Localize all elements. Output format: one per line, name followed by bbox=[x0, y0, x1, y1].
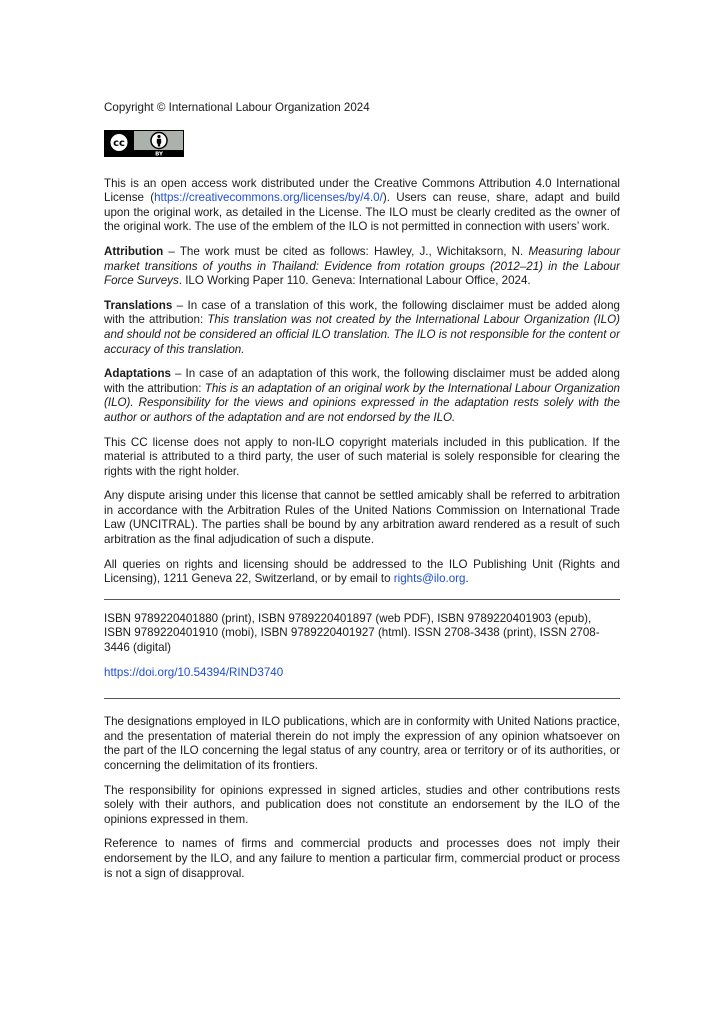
doi-link[interactable]: https://doi.org/10.54394/RIND3740 bbox=[104, 665, 284, 679]
person-icon bbox=[151, 132, 167, 148]
copyright-page-content bbox=[104, 101, 620, 891]
attribution-heading: Attribution bbox=[104, 244, 164, 258]
attribution-paragraph: Attribution – The work must be cited as follows: Hawley, J., Wichitaksorn, N. Measuring labour market transitions of youths in Thailand: Evidence from rotation groups (2012–21) in the Labour Force Surveys. ILO Working Paper 110. Geneva: International Labour Office, 2024. bbox=[104, 244, 620, 288]
cc-icon bbox=[110, 133, 129, 152]
divider-bottom bbox=[104, 698, 620, 699]
rights-email-link[interactable]: rights@ilo.org bbox=[393, 572, 466, 586]
queries-paragraph: All queries on rights and licensing should be addressed to the ILO Publishing Unit (Rights and Licensing), 1211 Geneva 22, Switzerland, or by email to rights@ilo.org. bbox=[104, 557, 620, 586]
translations-paragraph: Translations – In case of a translation of this work, the following disclaimer must be added along with the attribution: This translation was not created by the International Labour Organization (ILO) and should not be considered an official ILO translation. The ILO is not responsible for the content or accuracy of this translation. bbox=[104, 298, 620, 356]
adaptations-paragraph: Adaptations – In case of an adaptation of this work, the following disclaimer must be added along with the attribution: This is an adaptation of an original work by the International Labour Organization (ILO). Responsibility for the views and opinions expressed in the adaptation rests solely with the author or authors of the adaptation and are not endorsed by the ILO. bbox=[104, 367, 620, 424]
adaptations-heading: Adaptations bbox=[104, 367, 171, 381]
responsibility-paragraph: The responsibility for opinions expressed in signed articles, studies and other contributions rests solely with their authors, and publication does not constitute an endorsement by the ILO of the opinions expressed in them. bbox=[104, 783, 620, 826]
copyright-line: Copyright © International Labour Organization 2024 bbox=[104, 101, 370, 114]
isbn-paragraph: ISBN 9789220401880 (print), ISBN 9789220401897 (web PDF), ISBN 9789220401903 (epub), ISBN 9789220401910 (mobi), ISBN 9789220401927 (html). ISSN 2708-3438 (print), ISSN 2708-3446 (digital) bbox=[104, 611, 600, 655]
dispute-paragraph: Any dispute arising under this license that cannot be settled amicably shall be referred to arbitration in accordance with the Arbitration Rules of the United Nations Commission on International Trade Law (UNCITRAL). The parties shall be bound by any arbitration award rendered as a result of such arbitration as the final adjudication of such a dispute. bbox=[104, 489, 620, 547]
doi-line bbox=[104, 666, 620, 681]
adaptation-disclaimer: This is an adaptation of an original work by the International Labour Organization (ILO). Responsibility for the views and opinions expressed in the adaptation rests solely with the author or authors of the adaptation and are not endorsed by the ILO. bbox=[104, 381, 620, 424]
work-title: Measuring labour market transitions of youths in Thailand: Evidence from rotation groups (2012–21) in the Labour Force Surveys bbox=[104, 244, 620, 288]
designations-paragraph: The designations employed in ILO publications, which are in conformity with United Nations practice, and the presentation of material therein do not imply the expression of any opinion whatsoever on the part of the ILO concerning the legal status of any country, area or territory or of its authorities, or concerning the delimitation of its frontiers. bbox=[104, 715, 620, 772]
open-access-paragraph: This is an open access work distributed under the Creative Commons Attribution 4.0 International License (https://creativecommons.org/licenses/by/4.0/). Users can reuse, share, adapt and build upon the original work, as detailed in the License. The ILO must be clearly credited as the owner of the original work. The use of the emblem of the ILO is not permitted in connection with users’ work. bbox=[104, 176, 620, 234]
translation-disclaimer: This translation was not created by the International Labour Organization (ILO) and should not be considered an official ILO translation. The ILO is not responsible for the content or accuracy of this translation. bbox=[104, 313, 620, 356]
cc-license-link[interactable]: https://creativecommons.org/licenses/by/4.0/ bbox=[154, 191, 383, 205]
third-party-paragraph: This CC license does not apply to non-ILO copyright materials included in this publication. If the material is attributed to a third party, the user of such material is solely responsible for clearing the rights with the right holder. bbox=[104, 435, 620, 478]
svg-text:BY: BY bbox=[155, 150, 163, 157]
svg-text:cc: cc bbox=[113, 137, 125, 149]
translations-heading: Translations bbox=[104, 298, 173, 312]
divider-top bbox=[104, 599, 620, 600]
cc-by-license-badge bbox=[104, 130, 184, 157]
reference-paragraph: Reference to names of firms and commercial products and processes does not imply their endorsement by the ILO, and any failure to mention a particular firm, commercial product or process is not a sign of disapproval. bbox=[104, 837, 620, 880]
